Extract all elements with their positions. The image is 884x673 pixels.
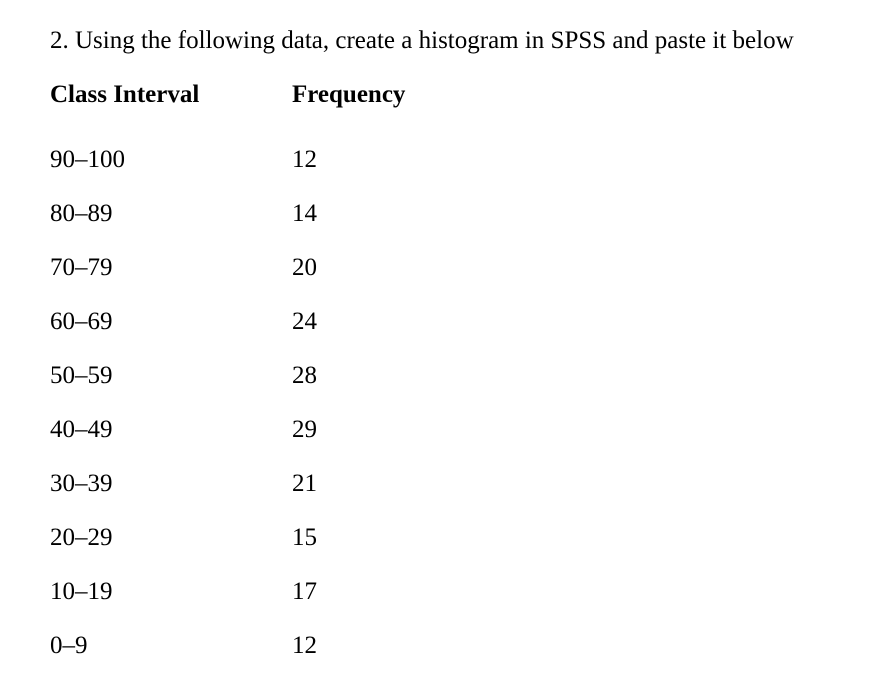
table-row — [50, 619, 492, 673]
frequency-cell: 29 — [292, 416, 317, 443]
table-row — [50, 457, 492, 511]
table-row — [50, 187, 492, 241]
question-text: 2. Using the following data, create a histogram in SPSS and paste it below — [50, 27, 794, 54]
table-row — [50, 295, 492, 349]
table-row — [50, 565, 492, 619]
frequency-cell: 20 — [292, 254, 317, 281]
class-interval-cell: 80–89 — [50, 200, 113, 227]
class-interval-cell: 10–19 — [50, 578, 113, 605]
class-interval-cell: 0–9 — [50, 632, 88, 659]
frequency-cell: 12 — [292, 632, 317, 659]
class-interval-cell: 50–59 — [50, 362, 113, 389]
table-row — [50, 511, 492, 565]
class-interval-cell: 70–79 — [50, 254, 113, 281]
table-row — [50, 349, 492, 403]
class-interval-header: Class Interval — [50, 81, 200, 108]
class-interval-cell: 90–100 — [50, 146, 125, 173]
class-interval-cell: 40–49 — [50, 416, 113, 443]
frequency-cell: 12 — [292, 146, 317, 173]
table-header-row — [50, 79, 492, 111]
frequency-table — [50, 79, 492, 673]
frequency-cell: 24 — [292, 308, 317, 335]
table-row — [50, 241, 492, 295]
frequency-cell: 17 — [292, 578, 317, 605]
table-row — [50, 111, 492, 187]
frequency-cell: 21 — [292, 470, 317, 497]
class-interval-cell: 60–69 — [50, 308, 113, 335]
table-row — [50, 403, 492, 457]
frequency-cell: 14 — [292, 200, 317, 227]
class-interval-cell: 30–39 — [50, 470, 113, 497]
frequency-header: Frequency — [292, 81, 406, 108]
frequency-cell: 28 — [292, 362, 317, 389]
class-interval-cell: 20–29 — [50, 524, 113, 551]
frequency-cell: 15 — [292, 524, 317, 551]
